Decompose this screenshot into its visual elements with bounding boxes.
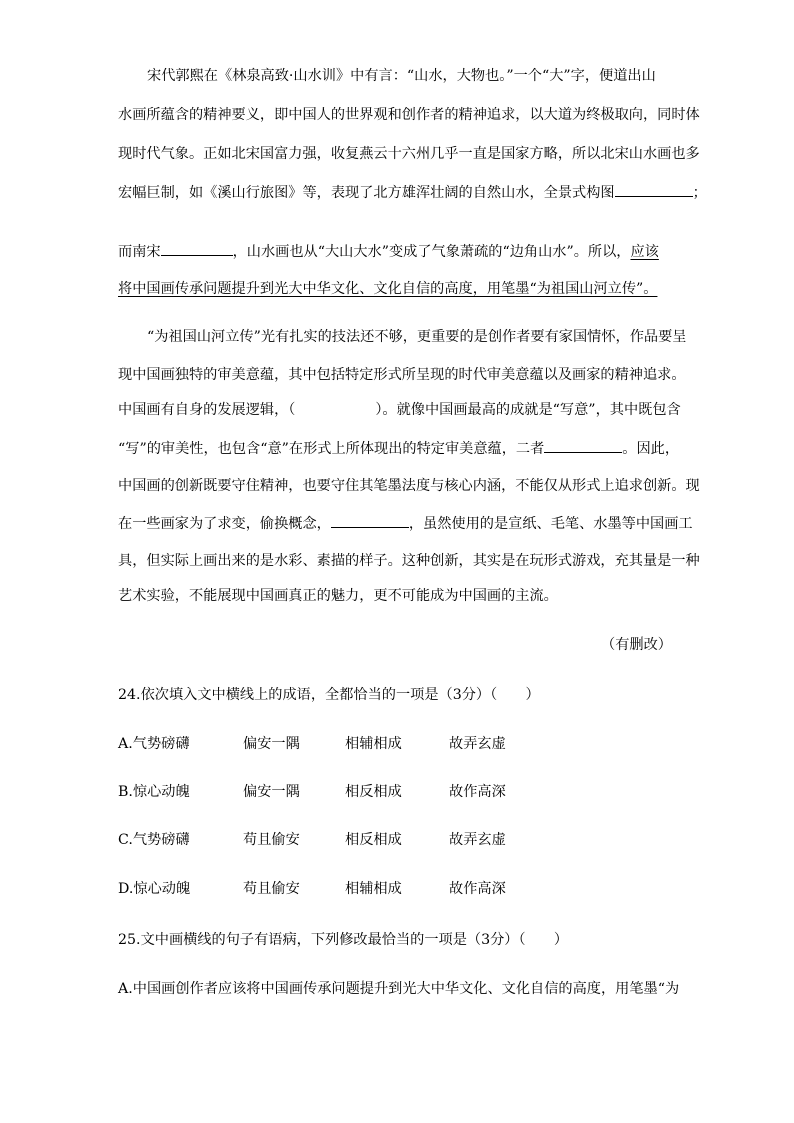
fill-blank-3 — [544, 438, 622, 453]
option-word: 苟且偷安 — [243, 881, 300, 897]
text-line: 现时代气象。正如北宋国富力强，收复燕云十六州几乎一直是国家方略，所以北宋山水画也多 — [118, 146, 700, 162]
text-segment: ，山水画也从“大山大水”变成了气象萧疏的“边角山水”。所以， — [232, 244, 631, 260]
text-segment: 。因此， — [622, 441, 680, 457]
question-25-stem: 25.文中画横线的句子有语病，下列修改最恰当的一项是（3分）（ ） — [118, 932, 569, 948]
fill-blank-1 — [615, 182, 693, 197]
option-word: 故弄玄虚 — [449, 736, 506, 752]
text-line — [118, 182, 707, 203]
text-line — [118, 400, 681, 420]
option-word: 故作高深 — [449, 784, 506, 800]
text-line — [118, 241, 678, 262]
text-line: “为祖国山河立传”光有扎实的技法还不够，更重要的是创作者要有家国情怀，作品要呈 — [147, 329, 687, 345]
option-word: 相反相成 — [345, 784, 402, 800]
text-line: 现中国画独特的审美意蕴，其中包括特定形式所呈现的时代审美意蕴以及画家的精神追求。 — [118, 367, 686, 383]
fill-blank-4 — [331, 513, 409, 528]
text-segment: ）。就像中国画最高的成就是“写意”，其中既包含 — [375, 402, 681, 418]
option-word: 相辅相成 — [345, 881, 402, 897]
option-word: 苟且偷安 — [243, 832, 300, 848]
text-line: 艺术实验，不能展现中国画真正的魅力，更不可能成为中国画的主流。 — [118, 588, 558, 604]
option-word: 相反相成 — [345, 832, 402, 848]
text-line — [118, 438, 678, 459]
text-segment: 中国画有自身的发展逻辑，（ — [118, 402, 296, 418]
text-segment: 宏幅巨制，如《溪山行旅图》等，表现了北方雄浑壮阔的自然山水，全景式构图 — [118, 185, 615, 201]
underlined-sentence-start: 应该 — [630, 244, 659, 260]
option-label: A.气势磅礴 — [118, 736, 190, 752]
text-line: 宋代郭熙在《林泉高致·山水训》中有言：“山水，大物也。”一个“大”字，便道出山 — [147, 68, 656, 84]
text-segment: ； — [692, 185, 707, 201]
option-word: 故作高深 — [449, 881, 506, 897]
q25-option-a: A.中国画创作者应该将中国画传承问题提升到光大中华文化、文化自信的高度，用笔墨“为 — [118, 981, 680, 997]
option-label: C.气势磅礴 — [118, 832, 190, 848]
option-word: 偏安一隅 — [243, 736, 300, 752]
question-24-stem: 24.依次填入文中横线上的成语，全都恰当的一项是（3分）（ ） — [118, 687, 540, 703]
option-label: D.惊心动魄 — [118, 881, 191, 897]
text-line: 中国画的创新既要守住精神，也要守住其笔墨法度与核心内涵，不能仅从形式上追求创新。现 — [118, 478, 700, 494]
text-segment: ，虽然使用的是宣纸、毛笔、水墨等中国画工 — [408, 516, 693, 532]
text-line: 水画所蕴含的精神要义，即中国人的世界观和创作者的精神追求，以大道为终极取向，同时体 — [118, 107, 700, 123]
text-segment: 而南宋 — [118, 244, 161, 260]
text-segment: “写”的审美性，也包含“意”在形式上所体现出的特定审美意蕴，二者 — [118, 441, 545, 457]
text-segment: 在一些画家为了求变，偷换概念， — [118, 516, 331, 532]
text-line — [118, 513, 693, 534]
fill-blank-2 — [161, 241, 233, 256]
source-note: （有删改） — [601, 637, 672, 653]
option-word: 相辅相成 — [345, 736, 402, 752]
option-word: 偏安一隅 — [243, 784, 300, 800]
option-word: 故弄玄虚 — [449, 832, 506, 848]
underlined-sentence: 将中国画传承问题提升到光大中华文化、文化自信的高度，用笔墨“为祖国山河立传”。 — [118, 281, 658, 297]
option-label: B.惊心动魄 — [118, 784, 190, 800]
text-line: 具，但实际上画出来的是水彩、素描的样子。这种创新，其实是在玩形式游戏，充其量是一种 — [118, 553, 700, 569]
